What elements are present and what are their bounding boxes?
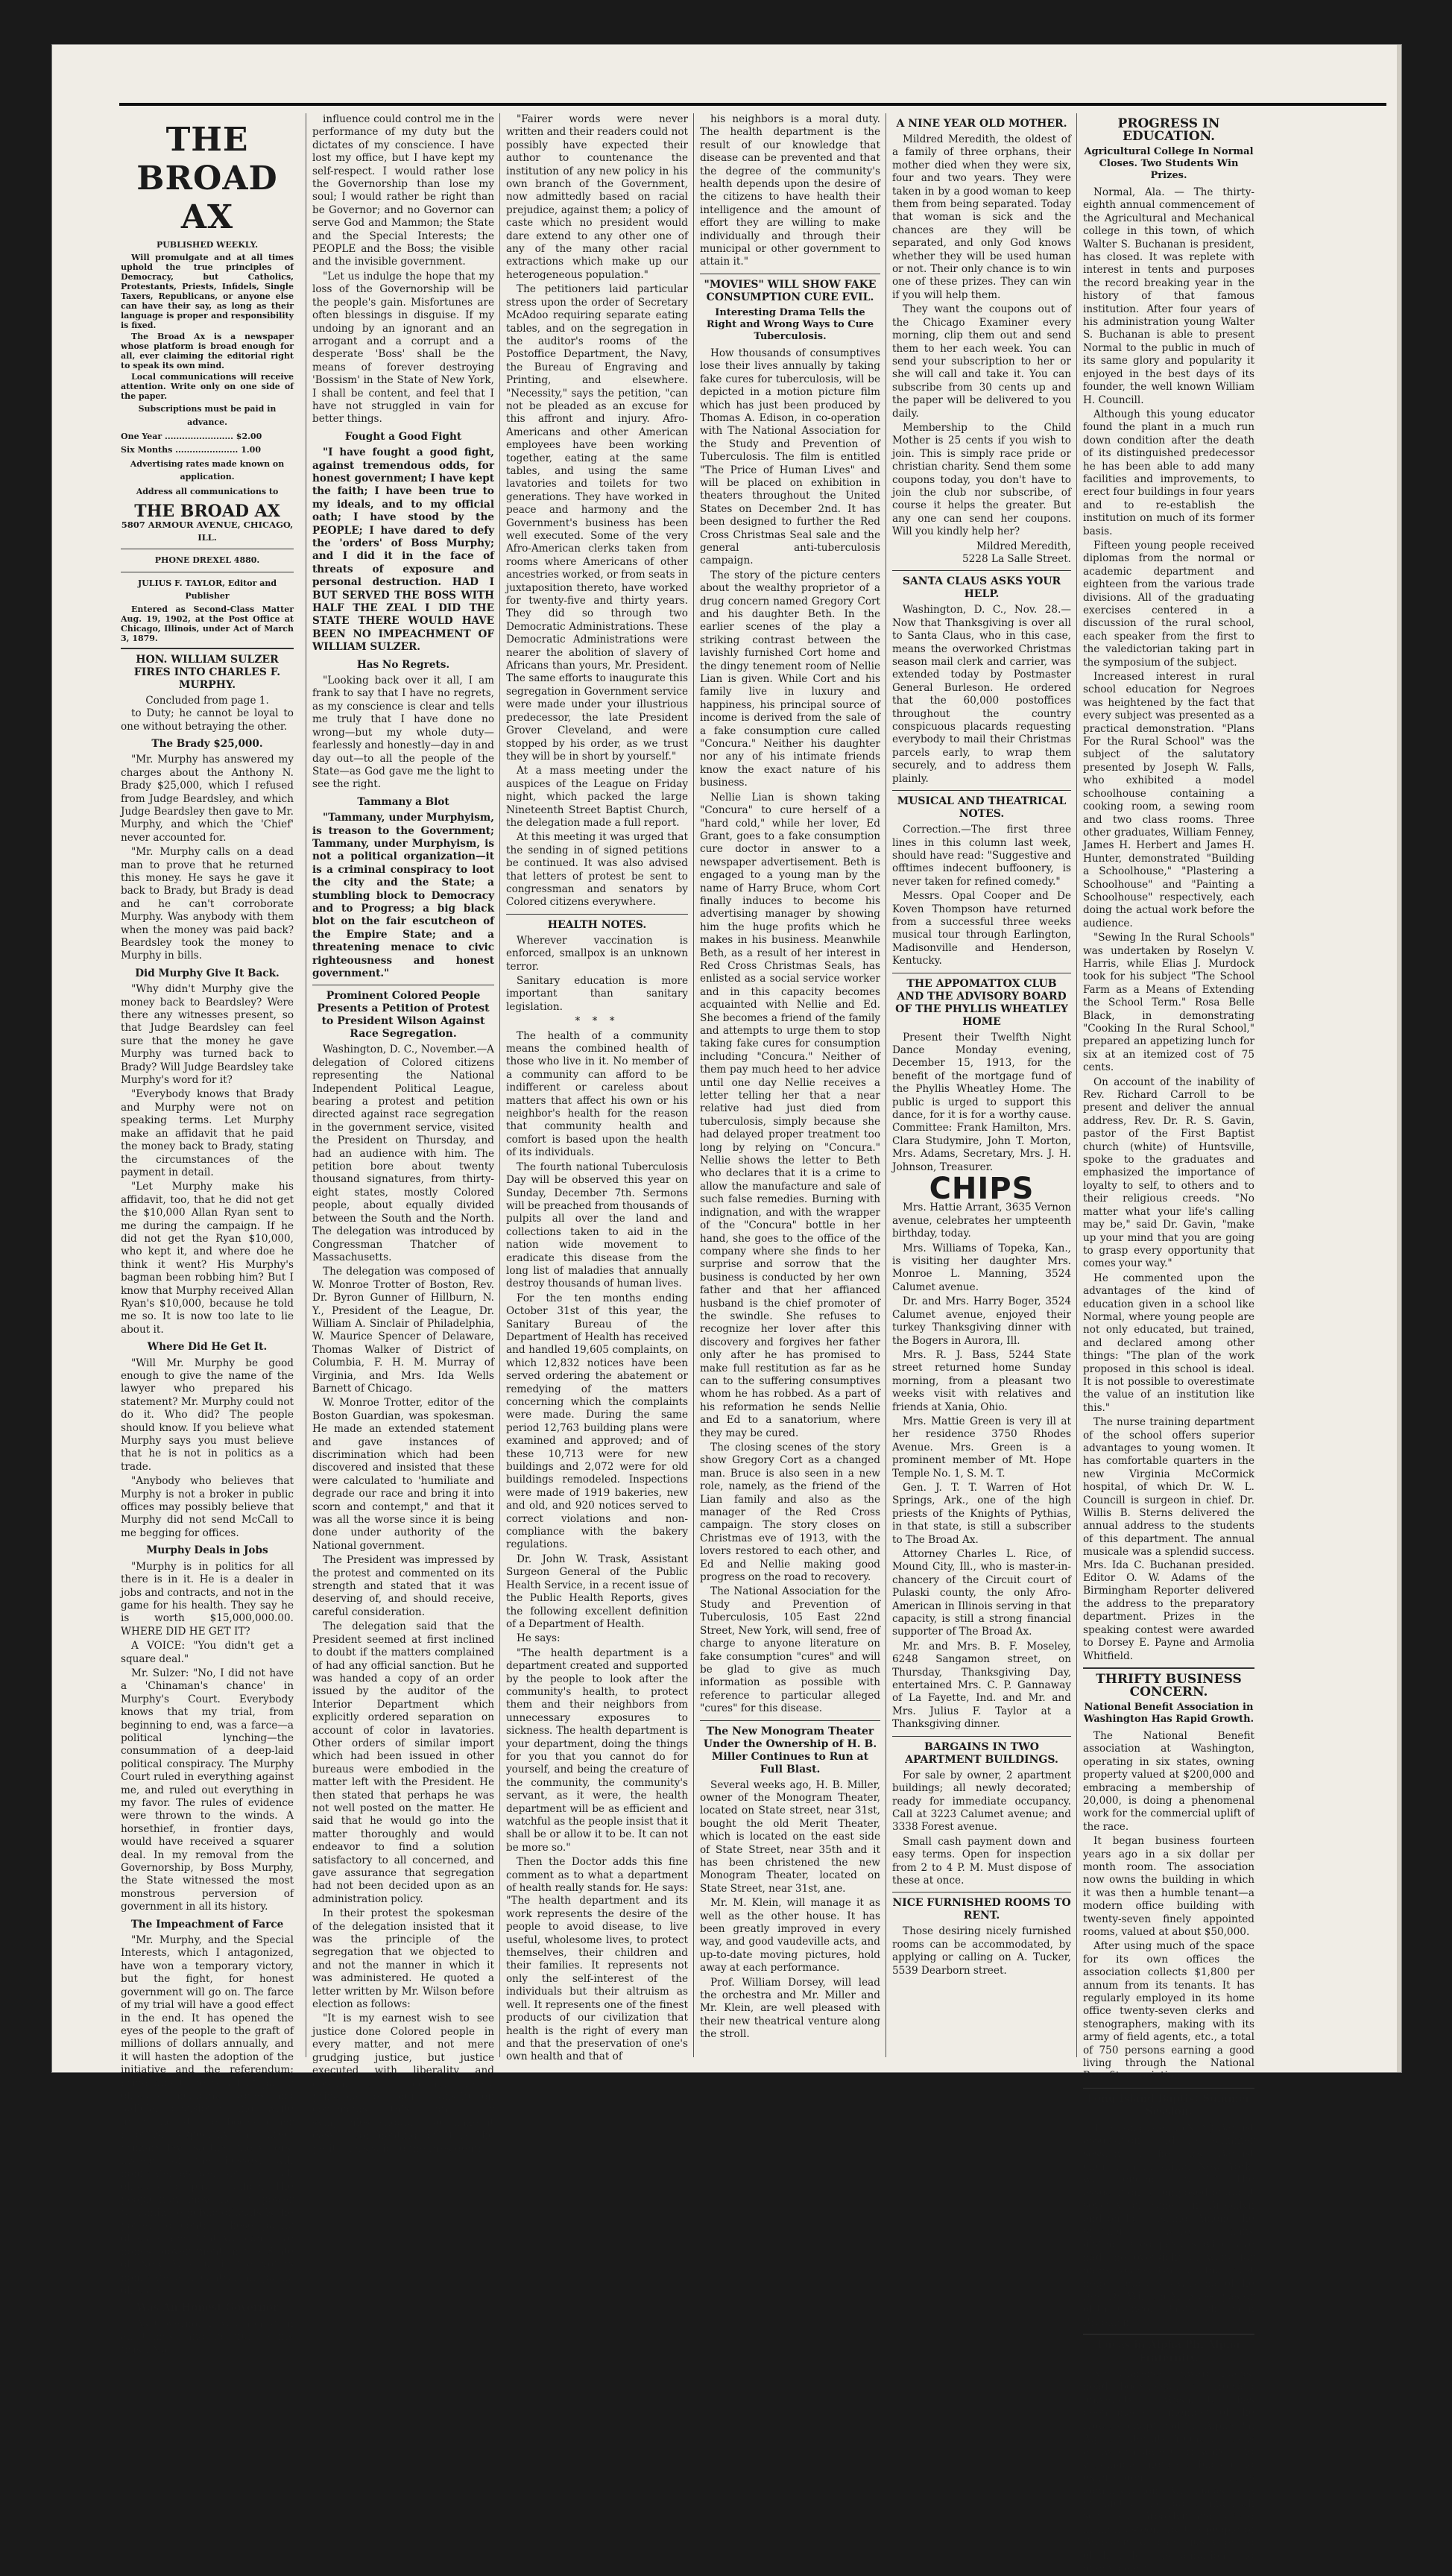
paragraph: "Murphy is in politics for all there is in it. He is a dealer in jobs and contracts, and not in the game for his health. They say he is worth $15,000,000.00. WHERE DID HE GET IT? [121, 1560, 294, 1638]
headline-monogram: The New Monogram Theater Under the Ownership of H. B. Miller Continues to Run at Full Blast. [703, 1725, 877, 1775]
headline-musical-notes: MUSICAL AND THEATRICAL NOTES. [897, 795, 1067, 821]
paragraph: At this meeting it was urged that the sending in of signed petitions be continued. It was also advised that letters of protest be sent to congressman and senators by Colored citizens everywhere. [506, 831, 688, 909]
paragraph: Increased interest in rural school education for Negroes was heightened by the fact that every subject was presented as a practical demonstration. "Plans For the Rural School" was the subject of the salutatory presented by Joseph W. Falls, who exhibited a model schoolhouse containing a cooking room, a sewing room and two class rooms. Three other graduates, William Fenney, James H. Herbert and James H. Hunter, demonstrated "Building a Schoolhouse," "Plastering a Schoolhouse" and "Painting a Schoolhouse" respectively, each doing the actual work before the audience. [1083, 671, 1254, 929]
paragraph: After using much of the space for its own offices the association collects $1,800 per annum from its tenants. It has regularly employed in its home office twenty-seven clerks and stenographers, making with its army of field agents, etc., a total of 750 persons earning a good living through the National Benefit association. [1083, 1940, 1254, 2083]
published-weekly: PUBLISHED WEEKLY. [156, 240, 259, 250]
platform-text: Will promulgate and at all times uphold the true principles of Democracy, but Catholics, Protestants, Priests, Infidels, Single Taxers, Republicans, or anyone else can have their say, as long as their language is proper and responsibility is fixed. [121, 253, 294, 331]
paragraph: Mrs. Mattie Green is very ill at her residence 3750 Rhodes Avenue. Mrs. Green is a prominent member of Mt. Hope Temple No. 1, S. M. T. [892, 1415, 1071, 1480]
headline-santa-claus: SANTA CLAUS ASKS YOUR HELP. [902, 575, 1061, 601]
concluded-note: Concluded from page 1. [145, 694, 269, 707]
paragraph: Mrs. Williams of Topeka, Kan., is visiting her daughter Mrs. Monroe L. Manning, 3524 Calumet avenue. [892, 1242, 1071, 1293]
paragraph: Although this young educator found the plant in a much run down condition after the death of its distinguished predecessor he has been able to add many facilities and improvements, to erect four buildings in four years and to re-establish the institution on much of its former basis. [1083, 408, 1254, 537]
column-4 [693, 113, 880, 2057]
separator-stars: * * * [575, 1015, 619, 1028]
top-rule [119, 103, 1386, 106]
newspaper-page [52, 45, 1401, 2575]
headline-movies: "MOVIES" WILL SHOW FAKE CONSUMPTION CURE EVIL. [704, 278, 877, 303]
paragraph: Nellie Lian is shown taking "Concura" to cure herself of a "hard cold," while her lover, Ed Grant, goes to a fake consumption cure doctor in answer to a newspaper advertisement. Beth is engaged to a young man by the name of Harry Bruce, whom Cort finally induces to become his advertising manager by showing him the huge profits which he makes in his business. Meanwhile Beth, as a result of her interest in Red Cross Christmas Seals, has enlisted as a social service worker and in this capacity becomes acquainted with Nellie and Ed. She becomes a friend of the family and attempts to urge them to stop taking fake cures for consumption including "Concura." Neither of them pay much heed to her advice until one day Nellie receives a letter telling her that a near relative had just died from tuberculosis, simply because she had delayed proper treatment too long by relying on "Concura." Nellie shows the letter to Beth who declares that it is a crime to allow the manufacture and sale of such false remedies. Burning with indignation, and with the wrapper of the "Concura" bottle in her hand, she goes to the office of the company where she finds to her surprise and sorrow that the business is conducted by her own father and that her affianced husband is the chief promoter of the swindle. She refuses to recognize her lover after this discovery and forgives her father only after he has promised to make full restitution as far as he can to the suffering consumptives whom he has robbed. As a part of his reformation he sends Nellie and Ed to a sanatorium, where they may be cured. [700, 791, 880, 1439]
paragraph: Membership to the Child Mother is 25 cents if you wish to join. This is simply race pride or christian charity. Send them some coupons today, you don't have to join the club nor subscribe, of course it helps the greater. But any one can send her coupons. Will you kindly help her? [892, 421, 1071, 538]
price-one-year: One Year ........................ $2.00 [121, 432, 262, 442]
subhead: Has No Regrets. [356, 658, 450, 671]
paragraph: The National Association for the Study and Prevention of Tuberculosis, 105 East 22nd Street, New York, will send, free of charge to anyone literature on fake consumption "cures" and will be glad to give as much information as possible with reference to particular alleged "cures" for this disease. [700, 1585, 880, 1715]
deck: Interesting Drama Tells the Right and Wrong Ways to Cure Tuberculosis. [706, 306, 874, 342]
headline-bargains: BARGAINS IN TWO APARTMENT BUILDINGS. [905, 1740, 1058, 1766]
paragraph: Small cash payment down and easy terms. Open for inspection from 2 to 4 P. M. Must dispose of these at once. [892, 1835, 1071, 1887]
advertising-note: Advertising rates made known on application. [130, 459, 285, 482]
paragraph: Washington, D. C., Nov. 28.—Now that Thanksgiving is over all to Santa Claus, who in this case, means the overworked Christmas season mail clerk and carrier, was extended today by Postmaster General Burleson. He ordered that the 60,000 postoffices throughout the country conspicuous placards requesting everybody to mail their Christmas parcels early, to wrap them securely, and to address them plainly. [892, 604, 1071, 785]
column-5 [886, 113, 1071, 2057]
column-1 [121, 113, 294, 2356]
paragraph: The petitioners laid particular stress upon the order of Secretary McAdoo requiring separate eating tables, and on the segregation in the auditor's rooms of the Postoffice Department, the Navy, the Bureau of Engraving and Printing, and elsewhere. "Necessity," says the petition, "can not be pleaded as an excuse for this affront and injury. Afro-Americans and other American employees have been working together, eating at the same tables, and using the same lavatories and toilets for two generations. They have worked in peace and harmony and the Government's business has been well executed. Some of the very Afro-American clerks taken from rooms where Americans of other ancestries worked, or from seats in juxtaposition thereto, have worked for twenty-five and thirty years. They did so through two Democratic Administrations. These Democratic Administrations were nearer the abolition of slavery of Africans than yours, Mr. President. The same efforts to inaugurate this segregation in Government service were made under your illustrious predecessor, the late President Grover Cleveland, and were stopped by his order, as we trust they will be in short by yourself." [506, 283, 689, 763]
subhead: The Impeachment of Farce [130, 1918, 284, 1931]
deck: Agricultural College In Normal Closes. Two Students Win Prizes. [1084, 146, 1254, 181]
paragraph: "Tammany, under Murphyism, is treason to the Government; Tammany, under Murphyism, is not a political organization—it is a criminal conspiracy to loot the city and the State; a stumbling block to Democracy and to Progress; a big black blot on the fair escutcheon of the Empire State; and a threatening menace to civic righteousness and honest government." [312, 812, 494, 979]
paragraph: "Sewing In the Rural Schools" was undertaken by Roselyn V. Harris, while Elias J. Murdock took for his subject "The School Farm as a Means of Extending the School Term." Rosa Belle Black, in demonstrating "Cooking In the Rural School," prepared an appetizing lunch for six at an itemized cost of 75 cents. [1083, 932, 1254, 1074]
paragraph: Attorney Charles L. Rice, of Mound City, Ill., who is master-in-chancery of the Circuit court of Pulaski county, the only Afro-American in Illinois serving in that capacity, is still a strong financial supporter of The Broad Ax. [892, 1548, 1071, 1638]
paragraph: Several weeks ago, H. B. Miller, owner of the Monogram Theater, located on State street, near 31st, bought the old Merit Theater, which is located on the east side of State Street, near 35th and it has been christened the new Monogram Theater, located on State Street, near 31st, ane. [700, 1778, 880, 1895]
paragraph: He says: [517, 1632, 561, 1645]
paragraph: Wherever vaccination is enforced, smallpox is an unknown terror. [506, 934, 688, 973]
paragraph: Those desiring nicely furnished rooms can be accommodated, by applying or calling on A. Tucker, 5539 Dearborn street. [892, 1925, 1071, 1977]
paragraph: The closing scenes of the story show Gregory Cort as a changed man. Bruce is also seen in a new role, namely, as the friend of the Lian family and also as the manager of the Red Cross campaign. The story closes on Christmas eve of 1913, with the lovers restored to each other, and Ed and Nellie making good progress on the road to recovery. [700, 1442, 880, 1584]
paragraph: Prof. William Dorsey, will lead the orchestra and Mr. Miller and Mr. Klein, are well pleased with their new theatrical venture along the stroll. [700, 1976, 880, 2041]
masthead-title: THE BROAD AX [136, 121, 278, 236]
paragraph: Fifteen young people received diplomas from the normal or academic department and eighteen from the various trade divisions. All of the graduating exercises centered in a discussion of the rural school, each speaker from the first to the valedictorian taking part in the symposium of the subject. [1083, 539, 1254, 669]
paragraph: They want the coupons out of the Chicago Examiner every morning, clip them out and send them to her each week. You can send your subscription to her or she will call and take it. You can subscribe from 30 cents up and the paper will be delivered to you daily. [892, 303, 1071, 420]
signature-name: Mildred Meredith, [976, 540, 1071, 552]
subhead: The Brady $25,000. [151, 737, 263, 750]
paragraph: Washington, D. C., November.—A delegation of Colored citizens representing the National Independent Political League, bearing a protest and petition directed against race segregation in the government service, visited the President on Thursday, and had an audience with him. The petition bore about twenty thousand signatures, from thirty-eight states, mostly Colored people, about equally divided between the South and the North. The delegation was introduced by Congressman Thatcher of Massachusetts. [312, 1044, 494, 1263]
paragraph: A VOICE: "You didn't get a square deal." [121, 1640, 294, 1665]
deck: National Benefit Association in Washington Has Rapid Growth. [1083, 1701, 1254, 1725]
paragraph: "Everybody knows that Brady and Murphy were not on speaking terms. Let Murphy make an affidavit that he paid the money back to Brady, stating the circumstances of the payment in detail. [121, 1088, 294, 1178]
paragraph: For sale by owner, 2 apartment buildings; all newly decorated; ready for immediate occupancy. Call at 3223 Calumet avenue; and 3338 Forest avenue. [892, 1769, 1071, 1834]
paragraph: Mr. M. Klein, will manage it as well as the other house. It has been greatly improved in every way, and good vaudeville acts, and up-to-date moving pictures, hold away at each performance. [700, 1897, 880, 1974]
paragraph: The story of the picture centers about the wealthy proprietor of a drug concern named Gregory Cort and his daughter Beth. In the earlier scenes of the play a striking contrast between the lavishly furnished Cort home and the dingy tenement room of Nellie Lian is given. While Cort and his family live in luxury and happiness, his principal source of income is derived from the sale of a fake consumption cure called "Concura." Neither his daughter nor any of his intimate friends know the exact nature of his business. [700, 569, 880, 789]
paragraph: "It is my earnest wish to see justice done Colored people in every matter, and not mere grudging justice, but justice executed with liberality and cordial good feeling. Every principle of our Constitution commands this, and our sympathies should also make it easy." Commenting on this the petitioners said to the President: [312, 2012, 494, 2155]
paragraph: "Mr. Murphy calls on a dead man to prove that he returned this money. He says he gave it back to Brady, but Brady is dead and he can't corroborate Murphy. Was anybody with them when the money was paid back? Beardsley took the money to Murphy in bills. [121, 846, 294, 962]
paragraph: to Duty; he cannot be loyal to one without betraying the other. [121, 707, 294, 733]
headline-lucas: Lucas in Alpha Phi Alpha Fraternity. [1097, 2339, 1240, 2364]
paragraph: W. Monroe Trotter, editor of the Boston Guardian, was spokesman. He made an extended statement and gave instances of discrimination which had been discovered and insisted that these were calculated to 'humiliate and degrade our race and bring it into scorn and contempt," and that it was all the worse since it is being done under authority of the National government. [312, 1397, 494, 1552]
headline-sulzer: HON. WILLIAM SULZER FIRES INTO CHARLES F. MURPHY. [133, 653, 281, 691]
paragraph: Gen. J. T. T. Warren of Hot Springs, Ark., one of the high priests of the Knights of Pythias, in that state, is still a subscriber to The Broad Ax. [892, 1481, 1071, 1546]
headline-education: PROGRESS IN EDUCATION. [1117, 116, 1220, 144]
paragraph: Mrs. Hattie Arrant, 3635 Vernon avenue, celebrates her umpteenth birthday, today. [892, 1202, 1071, 1240]
subs-note: Subscriptions must be paid in advance. [138, 404, 277, 427]
newspaper-text: The Broad Ax is a newspaper whose platform is broad enough for all, ever claiming the editorial right to speak its own mind. [121, 332, 294, 371]
paragraph: "Let Murphy make his affidavit, too, that he did not get the $10,000 Allan Ryan sent to me during the campaign. If he did not get the Ryan $10,000, who kept it, and where doe he think it went? His Murphy's bagman been robbing him? But I know that Murphy received Allan Ryan's $10,000, because he told me so. It is now too late to lie about it. [121, 1181, 294, 1336]
paragraph: "Anybody who believes that Murphy is not a broker in public offices may possibly believe that Murphy did not send McCall to me begging for offices. [121, 1475, 294, 1539]
paragraph: "I have fought a good fight, against tremendous odds, for honest government; I have kept the faith; I have been true to my ideals, and to my official oath; I have stood by the PEOPLE; I have dared to defy the 'orders' of Boss Murphy; and I did it in the face of threats of exposure and personal destruction. HAD I BUT SERVED THE BOSS WITH HALF THE ZEAL I DID THE STATE THERE WOULD HAVE BEEN NO IMPEACHMENT OF WILLIAM SULZER. [312, 446, 494, 654]
price-six-months: Six Months ...................... 1.00 [121, 444, 261, 455]
paragraph: Messrs. Opal Cooper and De Koven Thompson have returned from a successful three weeks musical tour through Earlington, Madisonville and Henderson, Kentucky. [892, 890, 1071, 967]
paragraph: On account of the inability of Rev. Richard Carroll to be present and deliver the annual address, Rev. Dr. R. S. Gavin, pastor of the First Baptist church (white) of Huntsville, spoke to the graduates and emphasized the importance of loyalty to self, to others and to their religious creeds. "No matter what your life's calling may be," said Dr. Gavin, "make up your mind that you are going to grasp every opportunity that comes your way." [1083, 1076, 1254, 1270]
paragraph: Correction.—The first three lines in this column last week, should have read: "Suggestive and offtimes indecent buffoonery, is never taken for refined comedy." [892, 824, 1071, 888]
entered-note: Entered as Second-Class Matter Aug. 19, 1902, at the Post Office at Chicago, Illinois, under Act of March 3, 1879. [121, 604, 294, 643]
headline-thrifty: THRIFTY BUSINESS CONCERN. [1096, 1671, 1242, 1699]
box-name: THE BROAD AX [134, 502, 280, 522]
column-3 [499, 113, 689, 2063]
paragraph: The health of a community means the combined health of those who live in it. No member of a community can afford to be indifferent or careless about matters that affect his own or his neighbor's health for the reason that community health and comfort is based upon the health of its individuals. [506, 1029, 688, 1159]
paragraph: "Fairer words were never written and their readers could not possibly have expected their author to countenance the institution of any new policy in his own branch of the Government, now admittedly based on racial prejudice, against them; a policy of caste which no president would dare extend to any other one of any of the many other racial extractions which make up our heterogeneous population." [506, 113, 688, 281]
paragraph: Dr. and Mrs. Harry Boger, 3524 Calumet avenue, enjoyed their turkey Thanksgiving dinner with the Bogers in Aurora, Ill. [892, 1295, 1071, 1347]
paragraph: The delegation said that the President seemed at first inclined to doubt if the matters complained of had any official sanction. But he was handed a copy of an order issued by the auditor of the Interior Department which explicitly ordered separation on account of color in lavatories. Other orders of similar import which had been issued in other bureaus were embodied in the matter left with the President. He then stated that perhaps he was not well posted on the matter. He said that he would go into the matter thoroughly and would endeavor to find a solution satisfactory to all concerned, and gave assurance that segregation had not been decided upon as an administration policy. [312, 1620, 494, 1905]
subhead: Tammany a Blot [357, 795, 449, 808]
communications-text: Local communications will receive attention. Write only on one side of the paper. [121, 372, 294, 402]
paragraph: Dr. John W. Trask, Assistant Surgeon General of the Public Health Service, in a recent issue of the Public Health Reports, gives the following excellent definition of a Department of Health. [506, 1553, 688, 1630]
headline-long-island: Long Island Baptist Summer Session. [1087, 2092, 1251, 2118]
headline-petition: Prominent Colored People Presents a Petition of Protest to President Wilson Against Race Segregation. [317, 990, 490, 1041]
paragraph: influence could control me in the performance of my duty but the dictates of my conscience. I have lost my office, but I have kept my self-respect. I would rather lose the Governorship than lose my soul; I would rather be right than be Governor; and no Governor can serve God and Mammon; the State and the Special Interests; the PEOPLE and the Boss; the visible and the invisible government. [312, 113, 494, 268]
paragraph: "As Governor I was honest in all things, and faithful to my trust. No [121, 2317, 294, 2356]
paragraph: The delegation was composed of W. Monroe Trotter of Boston, Rev. Dr. Byron Gunner of Hillburn, N. Y., President of the League, Dr. William A. Sinclair of Philadelphia, W. Maurice Spencer of Delaware, Thomas Walker of District of Columbia, F. H. M. Murray of Virginia, and Mrs. Ida Wells Barnett of Chicago. [312, 1266, 494, 1395]
paragraph: Present their Twelfth Night Dance Monday evening, December 15, 1913, for the benefit of the mortgage fund of the Phyllis Wheatley Home. The public is urged to support this dance, for it is for a worthy cause. Committee: Frank Hamilton, Mrs. Clara Studymire, John T. Morton, Mrs. Adams, Secretary, Mrs. J. H. Johnson, Treasurer. [892, 1031, 1071, 1173]
chips-heading: CHIPS [929, 1172, 1035, 1207]
paragraph: his neighbors is a moral duty. The health department is the result of our knowledge that disease can be prevented and that the degree of the community's health depends upon the desire of the citizens to have health their intelligence and the amount of effort they are willing to make individually and through their municipal or other government to attain it." [700, 113, 880, 268]
headline-nine-year-old: A NINE YEAR OLD MOTHER. [896, 118, 1067, 130]
address-all: Address all communications to [136, 486, 279, 496]
paragraph: "Why didn't Murphy give the money back to Beardsley? Were there any witnesses present, so that Judge Beardsley can feel sure that the money he gave Murphy was turned back to Brady? Will Judge Beardsley take Murphy's word for it? [121, 983, 294, 1087]
subhead: Fought a Good Fight [344, 430, 462, 443]
editor: JULIUS F. TAYLOR, Editor and Publisher [137, 578, 277, 602]
paragraph: Sanitary education is more important than sanitary legislation. [506, 975, 688, 1013]
paragraph: Mrs. R. J. Bass, 5244 State street returned home Sunday morning, from a pleasant two weeks visit with relatives and friends at Xania, Ohio. [892, 1348, 1071, 1413]
paragraph: The nurse training department of the school offers superior advantages to young women. It has comfortable quarters in the new Virginia McCormick hospital, of which Dr. W. L. Councill is surgeon in chief. Dr. Willis B. Sterns delivered the annual address to the students of this department. The annual musicale was a splendid success. Mrs. Ida C. Buchanan presided. Editor O. W. Adams of the Birmingham Reporter delivered the address to the preparatory department. Prizes in the speaking contest were awarded to Dorsey E. Payne and Armolia Whitfield. [1083, 1416, 1254, 1662]
paragraph: He commented upon the advantages of the kind of education given in a school like Normal, where young people are not only educated, but trained, and declared among other things: "The plan of the work proposed in this school is ideal. It is not possible to overestimate the value of an institution like this." [1083, 1272, 1254, 1414]
headline-health-notes: HEALTH NOTES. [547, 918, 647, 931]
paragraph: In their protest the spokesman of the delegation insisted that it was the principle of the segregation that we objected to and not the manner in which it was administered. He quoted a letter written by Mr. Wilson before election as follows: [312, 1907, 494, 2011]
paragraph: The President was impressed by the protest and commented on its strength and stated that it was deserving of, and should receive, careful consideration. [312, 1554, 494, 1618]
paragraph: How thousands of consumptives lose their lives annually by taking fake cures for tuberculosis, will be depicted in a motion picture film which has just been produced by Thomas A. Edison, in co-operation with The National Association for the Study and Prevention of Tuberculosis. The film is entitled "The Price of Human Lives" and will be placed on exhibition in theaters throughout the United States on December 2nd. It has been designed to further the Red Cross Christmas Seal sale and the general anti-tuberculosis campaign. [700, 347, 880, 567]
paragraph: Mr. and Mrs. B. F. Moseley, 6248 Sangamon street, on Thursday, Thanksgiving Day, entertained Mrs. C. P. Gannaway of La Fayette, Ind. and Mr. and Mrs. Julius F. Taylor at a Thanksgiving dinner. [892, 1640, 1071, 1731]
paragraph: "Let us indulge the hope that my loss of the Governorship will be the people's gain. Misfortunes are often blessings in disguise. If my undoing by an ignorant and an arrogant and a corrupt and a desperate 'Boss' shall be the means of forever destroying 'Bossism' in the State of New York, I shall be content, and feel that I have not struggled in vain for better things. [312, 270, 494, 426]
paragraph: Normal, Ala. — The thirty-eighth annual commencement of the Agricultural and Mechanical college in this town, of which Walter S. Buchanan is president, has closed. It was replete with interest in tents and purposes the record breaking year in the history of that famous institution. After four years of his administration young Walter S. Buchanan is able to present Normal to the public in much of its same glory and popularity it enjoyed in the best days of its founder, the well known William H. Councill. [1083, 186, 1254, 406]
paragraph: The National Benefit association at Washington, operating in six states, owning property valued at $200,000 and embracing a membership of 20,000, is doing a phenomenal work for the commercial uplift of the race. [1083, 1729, 1254, 1833]
subhead: Did Murphy Give It Back. [135, 967, 280, 979]
paragraph: Mildred Meredith, the oldest of a family of three orphans, their mother died when they were six, four and two years. They were taken in by a good woman to keep them from being separated. Today that woman is sick and the chances are they will be separated, and only God knows whether they will be used human or not. Their only chance is to win one of these prizes. They can win if you will help them. [892, 133, 1071, 301]
paragraph: Then the Doctor adds this fine comment as to what a department of health really stands for. He says: "The health department and its work represents the desire of the people to avoid disease, to live useful, wholesome lives, to protect themselves, their children and their families. It represents not only the self-interest of the individuals but their altruism as well. It represents one of the finest products of our civilization that health is the right of every man and that the preservation of one's own health and that of [506, 1856, 688, 2063]
paragraph: Mr. Clarence Edward Lucas, head bookkeeper at Howard university in Washington, has been made a member of the Howard chapter of the Alpha Phi Alpha fraternity. Young Lucas is a law graduate of Howard, and was made a notary public during ex-President Taft's administration. Mr. Lucas is a product of the public and high schools of Brooklyn and is held in high esteem by the people of Brooklyn, who are justly proud of him for his ambition and manly bearing. [1083, 2368, 1254, 2575]
paragraph: Mr. Sulzer: "No, I did not have a 'Chinaman's chance' in Murphy's Court. Everybody knows that my trial, from beginning to end, was a farce—a political lynching—the consummation of a deep-laid political conspiracy. The Murphy Court ruled in everything against me, and ruled out everything in my favor. The rules of evidence were thrown to the winds. A horsethief, in frontier days, would have received a squarer deal. In my removal from the Governorship, by Boss Murphy, the State witnessed the most monstrous perversion of government in all its history. [121, 1667, 294, 1913]
paragraph: The fourth national Tuberculosis Day will be observed this year on Sunday, December 7th. Sermons will be preached from thousands of pulpits all over the land and collections taken to aid in the nation wide movement to eradicate this disease from the long list of maladies that annually destroy thousands of human lives. [506, 1161, 688, 1290]
paragraph: The Long Island (N. Y.) Baptist association held its summer session in the First Baptist church in Flushing, New York, week ending June 21. The association is composed of about seventy churches in Brooklyn and on Long Island. Among the speakers were many distinguished pastors who have had the oversight of work for many years. One of the most helpful addresses was that of the Rev. Dr. William M. Moss, pastor of the Concord Baptist church in Brooklyn. [1083, 2121, 1254, 2329]
box-address: 5807 ARMOUR AVENUE, CHICAGO, ILL. [121, 519, 294, 543]
page-edge [1397, 45, 1401, 2072]
subhead: Where Did He Get It. [147, 1341, 268, 1354]
subhead: Was An Honest Governor [136, 2302, 279, 2314]
subhead: Murphy Deals in Jobs [146, 1544, 268, 1557]
paragraph: "Will Mr. Murphy be good enough to give the name of the lawyer who prepared his statement? Mr. Murphy could not do it. Who did? The people should know. If you believe what Murphy says you must believe that he is not in politics as a trade. [121, 1357, 294, 1473]
paragraph: It began business fourteen years ago in a six dollar per month room. The association now owns the building in which it was then a humble tenant—a modern office building with twenty-seven finely appointed rooms, valued at about $50,000. [1083, 1835, 1254, 1938]
paragraph: At a mass meeting under the auspices of the League on Friday night, which packed the large Nineteenth Street Baptist Church, the delegation made a full report. [506, 765, 688, 829]
paragraph: "Looking back over it all, I am frank to say that I have no regrets, as my conscience is clear and tells me truly that I have done no wrong—but my whole duty—fearlessly and honestly—day in and day out—to all the people of the State—as God gave me the light to see the right. [312, 675, 494, 791]
column-2 [306, 113, 494, 2155]
signature-address: 5228 La Salle Street. [962, 553, 1071, 565]
paragraph: "The health department is a department created and supported by the people to look after the community's health, to protect them and their neighbors from unnecessary exposures to sickness. The health department is your department, doing the things for you that you cannot do for yourself, and being the creature of the community, the community's servant, as it were, the health department will be as efficient and watchful as the people insist that it shall be or allow it to be. It can not be more so." [506, 1647, 688, 1854]
headline-appomattox: THE APPOMATTOX CLUB AND THE ADVISORY BOARD OF THE PHYLLIS WHEATLEY HOME [895, 977, 1068, 1028]
paragraph: "Mr. Murphy has answered my charges about the Anthony N. Brady $25,000, which I refused from Judge Beardsley, and which Judge Beardsley then gave to Mr. Murphy, and which the 'Chief' never accounted for. [121, 754, 294, 844]
column-6 [1076, 113, 1254, 2575]
headline-rooms: NICE FURNISHED ROOMS TO RENT. [892, 1897, 1071, 1922]
paragraph: "Mr. Murphy, and the Special Interests, which I antagonized, have won a temporary victory, but the fight, for honest government will go on. The farce of my trial will have a good effect in the end. It has opened the eyes of the people to the graft of millions of dollars annually, and it will hasten the adoption of the initiative and the referendum; bring about the recall of public officials, including judges and judicial decisions; and write upon the statute books other reforms, especially a direct primary law, so that the voters, instead of the bosses, will nominate, as well as elect, all officials to public office. The people now know that the power to nominate public officials is the power to control these public officials; and that we can have honest government in the State of New York until the voters nominate and control all public officials. [121, 1934, 294, 2297]
paragraph: For the ten months ending October 31st of this year, the Sanitary Bureau of the Department of Health has received and handled 19,605 complaints, on which 12,832 notices have been served ordering the abatement or remedying of the matters concerning which the complaints were made. During the same period 12,763 building plans were examined and approved; and of these 10,713 were for new buildings and 2,072 were for old buildings remodeled. Inspections were made of 1919 bakeries, new and old, and 920 notices served to correct violations and non-compliance with the bakery regulations. [506, 1292, 688, 1551]
phone: PHONE DREXEL 4880. [154, 555, 260, 566]
